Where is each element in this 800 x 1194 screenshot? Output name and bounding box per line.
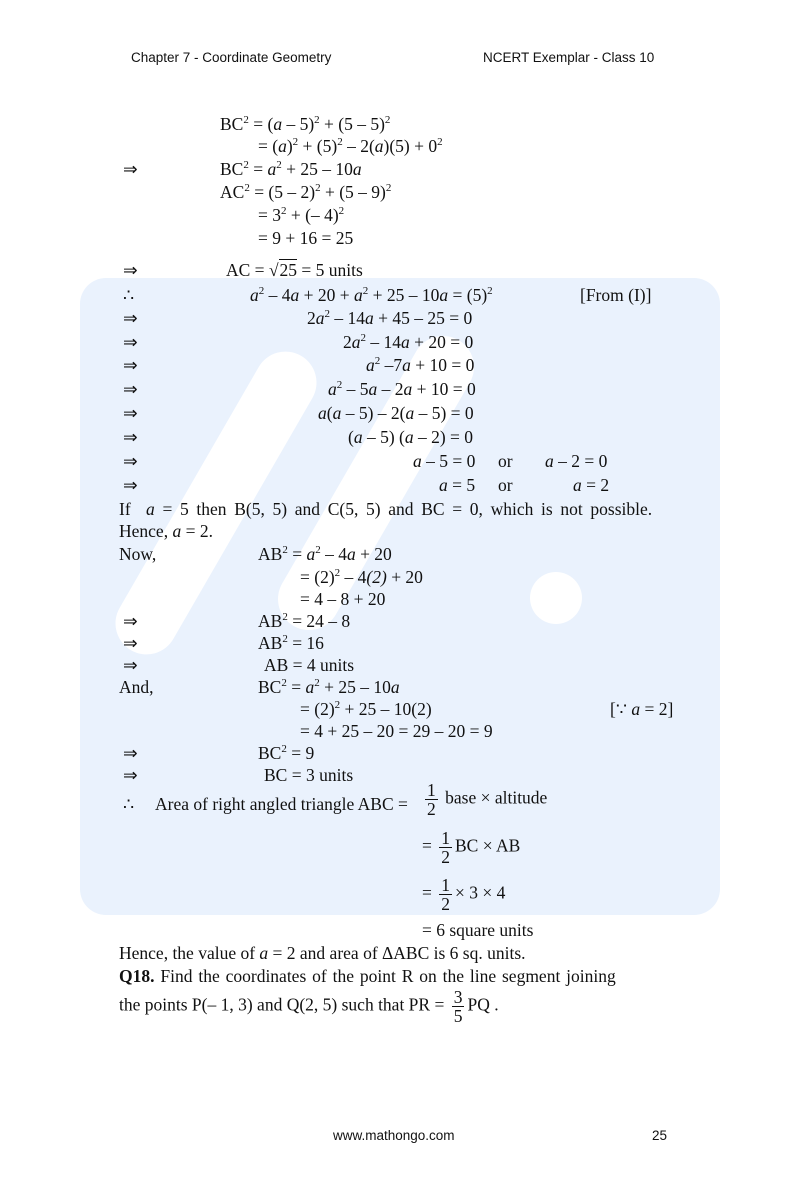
math-line: a(a – 5) – 2(a – 5) = 0 bbox=[318, 403, 474, 423]
question-18-line2: the points P(– 1, 3) and Q(2, 5) such that PR = $\frac{3}{5}$ PQ . bbox=[119, 987, 499, 1026]
chapter-title: Chapter 7 - Coordinate Geometry bbox=[131, 50, 332, 65]
implies-symbol: ⇒ bbox=[123, 743, 138, 763]
implies-symbol: ⇒ bbox=[123, 451, 138, 471]
math-line: $2a^2 - 14a + 45 - 25 = 0$ bbox=[307, 308, 473, 328]
implies-symbol: ⇒ bbox=[123, 427, 138, 447]
implies-symbol: ⇒ bbox=[123, 260, 138, 280]
math-line: a = 2 bbox=[573, 475, 610, 495]
math-line: = $3^2$ + (– 4)$^2$ bbox=[258, 205, 345, 225]
math-line: AC = √25 = 5 units bbox=[226, 260, 363, 280]
or-word: or bbox=[498, 475, 513, 495]
math-line: $AC^2 = (5 - 2)^2 + (5 - 9)^2$ bbox=[220, 182, 392, 202]
now-label: Now, bbox=[119, 544, 157, 564]
therefore-symbol: ∴ bbox=[123, 285, 135, 305]
implies-symbol: ⇒ bbox=[123, 159, 138, 179]
math-line: = 6 square units bbox=[422, 920, 534, 940]
mathongo-logo-dot bbox=[530, 572, 582, 624]
page-number: 25 bbox=[652, 1128, 668, 1143]
implies-symbol: ⇒ bbox=[123, 403, 138, 423]
question-18: Q18. Find the coordinates of the point R on the line segment joining bbox=[119, 966, 616, 986]
math-line: $BC^2 = a^2 + 25 - 10a$ bbox=[258, 677, 400, 697]
implies-symbol: ⇒ bbox=[123, 355, 138, 375]
therefore-symbol: ∴ bbox=[123, 794, 135, 814]
math-line: BC = 3 units bbox=[264, 765, 354, 785]
implies-symbol: ⇒ bbox=[123, 655, 138, 675]
implies-symbol: ⇒ bbox=[123, 633, 138, 653]
reference-note: [∵ a = 2] bbox=[610, 699, 674, 719]
math-line: $a^2 - 5a - 2a + 10 = 0$ bbox=[328, 379, 476, 399]
fraction-half: $\frac{1}{2}$ bbox=[427, 780, 436, 819]
book-title: NCERT Exemplar - Class 10 bbox=[483, 50, 655, 65]
math-line: (a – 5) (a – 2) = 0 bbox=[348, 427, 474, 447]
implies-symbol: ⇒ bbox=[123, 308, 138, 328]
math-line: = $(2)^2 - 4(2) + 20$ bbox=[300, 567, 423, 587]
paragraph: Hence, a = 2. bbox=[119, 521, 213, 541]
implies-symbol: ⇒ bbox=[123, 611, 138, 631]
math-line: $AB^2 = 16$ bbox=[258, 633, 324, 653]
fraction-half: $\frac{1}{2}$ bbox=[441, 828, 450, 867]
math-line: $a^2 - 4a + 20 + a^2 + 25 - 10a = (5)^2$ bbox=[250, 285, 493, 305]
fraction-half: $\frac{1}{2}$ bbox=[441, 875, 450, 914]
math-line: $a^2$ –7a + 10 = 0 bbox=[366, 355, 475, 375]
math-line: $AB^2 = 24 - 8$ bbox=[258, 611, 351, 631]
or-word: or bbox=[498, 451, 513, 471]
math-line: = 9 + 16 = 25 bbox=[258, 228, 354, 248]
math-line: AB = 4 units bbox=[264, 655, 355, 675]
math-line: $2a^2 - 14a + 20 = 0$ bbox=[343, 332, 474, 352]
math-line: = 4 + 25 – 20 = 29 – 20 = 9 bbox=[300, 721, 493, 741]
implies-symbol: ⇒ bbox=[123, 475, 138, 495]
implies-symbol: ⇒ bbox=[123, 332, 138, 352]
fraction-three-fifths: $\frac{3}{5}$ bbox=[453, 987, 463, 1026]
implies-symbol: ⇒ bbox=[123, 379, 138, 399]
paragraph: If a = 5 then B(5, 5) and C(5, 5) and BC = 0, which is not possible. bbox=[119, 499, 653, 519]
math-line: = $(2)^2 + 25 - 10(2)$ bbox=[300, 699, 432, 719]
math-line: $BC^2 = 9$ bbox=[258, 743, 315, 763]
footer-website: www.mathongo.com bbox=[333, 1128, 455, 1143]
math-line: $AB^2 = a^2 - 4a + 20$ bbox=[258, 544, 392, 564]
math-line: $BC^2 = (a - 5)^2 + (5 - 5)^2$ bbox=[220, 114, 391, 134]
area-label: Area of right angled triangle ABC = bbox=[155, 794, 408, 814]
reference-note: [From (I)] bbox=[580, 285, 652, 305]
math-line: $BC^2 = a^2 + 25 - 10a$ bbox=[220, 159, 362, 179]
implies-symbol: ⇒ bbox=[123, 765, 138, 785]
math-line: a = 5 bbox=[439, 475, 476, 495]
math-line: $\frac{1}{2}$ base × altitude bbox=[427, 780, 548, 819]
math-line: = $(a)^2 + (5)^2 - 2(a)(5) + 0^2$ bbox=[258, 136, 443, 156]
math-line: = $\frac{1}{2}$ BC × AB bbox=[422, 828, 521, 867]
math-line: = 4 – 8 + 20 bbox=[300, 589, 386, 609]
math-line: = $\frac{1}{2}$ × 3 × 4 bbox=[422, 875, 506, 914]
conclusion: Hence, the value of a = 2 and area of ΔABC is 6 sq. units. bbox=[119, 943, 526, 963]
question-label: Q18. bbox=[119, 966, 155, 986]
math-line: a – 5 = 0 bbox=[413, 451, 476, 471]
and-label: And, bbox=[119, 677, 154, 697]
math-line: a – 2 = 0 bbox=[545, 451, 608, 471]
